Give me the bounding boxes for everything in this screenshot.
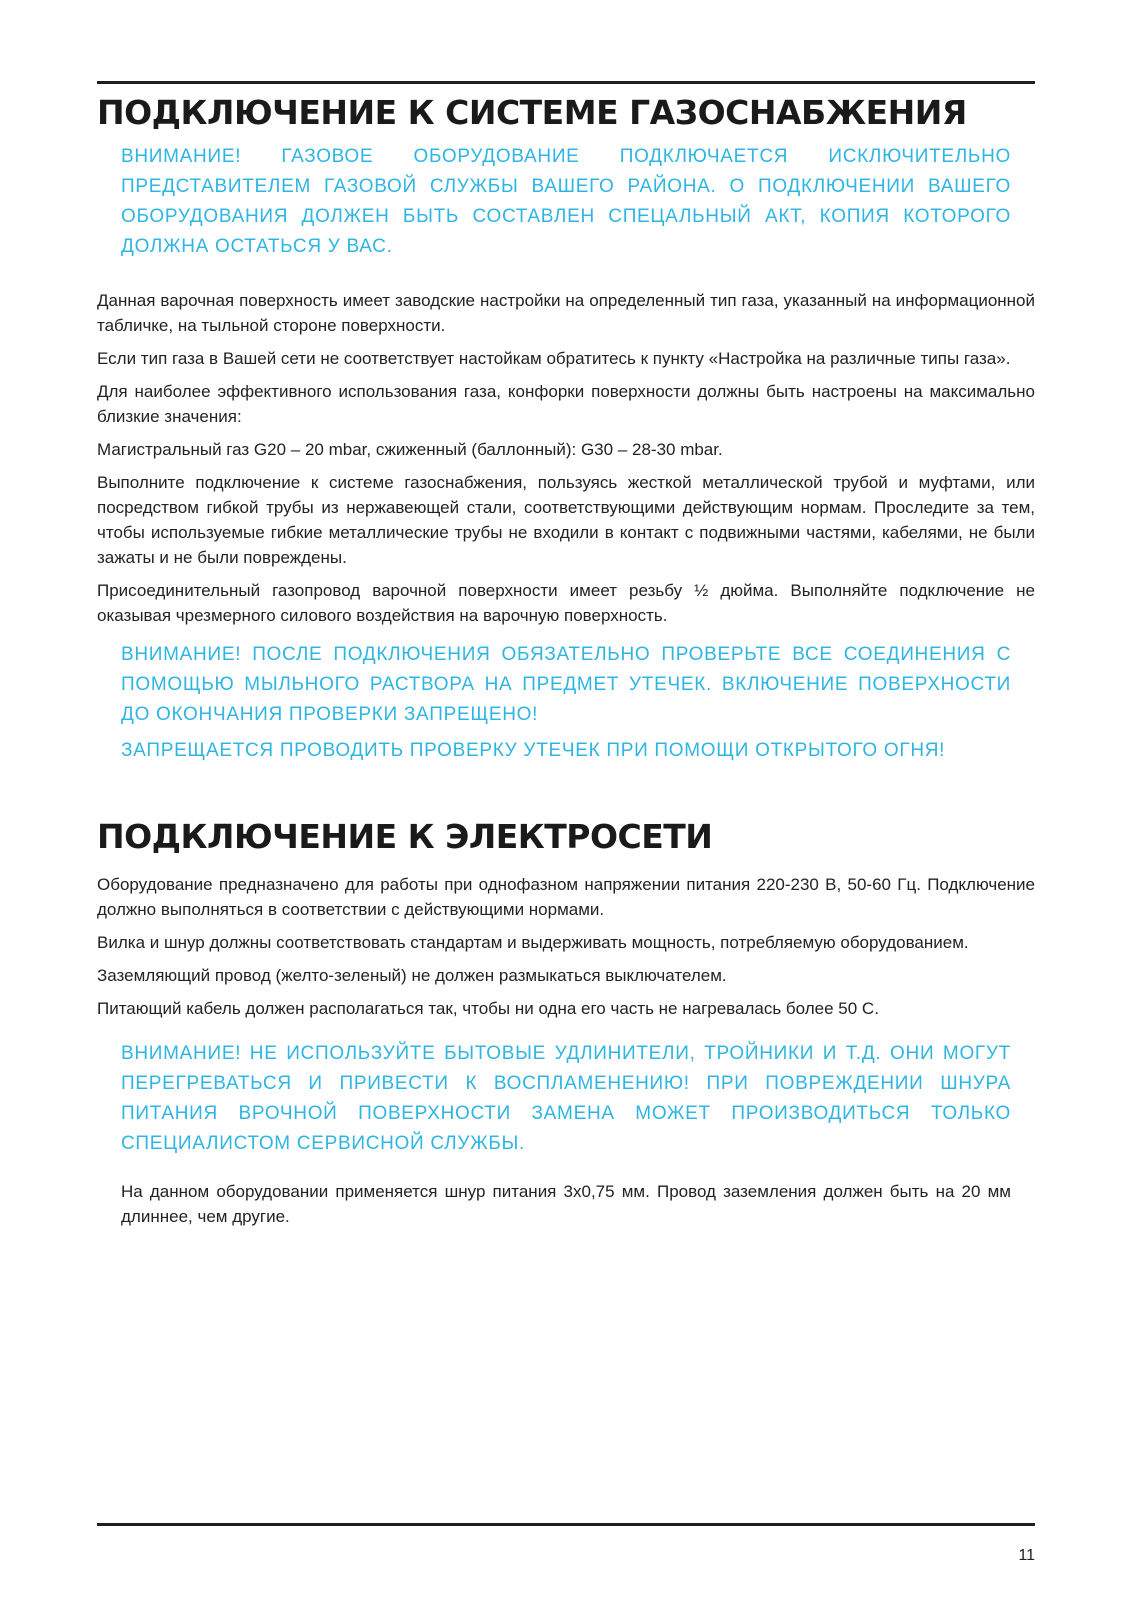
gas-paragraph: Выполните подключение к системе газоснабжения, пользуясь жесткой металлической трубой и муфтами, или посредством гибкой трубы из нержавеющей стали, соответствующими действующим нормам. Проследите за тем, чтобы используемые гибкие металлические трубы не входили в контакт с подвижными частями, кабелями, не были зажаты и не были повреждены. [97, 473, 1035, 567]
top-divider [97, 81, 1035, 84]
electric-paragraph: Вилка и шнур должны соответствовать стандартам и выдерживать мощность, потребляемую оборудованием. [97, 933, 969, 952]
electric-connection-heading: ПОДКЛЮЧЕНИЕ К ЭЛЕКТРОСЕТИ [97, 817, 713, 856]
electric-warning: ВНИМАНИЕ! НЕ ИСПОЛЬЗУЙТЕ БЫТОВЫЕ УДЛИНИТЕЛИ, ТРОЙНИКИ И Т.Д. ОНИ МОГУТ ПЕРЕГРЕВАТЬСЯ И ПРИВЕСТИ К ВОСПЛАМЕНЕНИЮ! ПРИ ПОВРЕЖДЕНИИ ШНУРА ПИТАНИЯ ВРОЧНОЙ ПОВЕРХНОСТИ ЗАМЕНА МОЖЕТ ПРОИЗВОДИТЬСЯ ТОЛЬКО СПЕЦИАЛИСТОМ СЕРВИСНОЙ СЛУЖБЫ. [121, 1043, 1011, 1154]
gas-paragraph: Для наиболее эффективного использования газа, конфорки поверхности должны быть настроены на максимально близкие значения: [97, 382, 1035, 426]
bottom-divider [97, 1523, 1035, 1526]
gas-paragraph: Данная варочная поверхность имеет заводские настройки на определенный тип газа, указанный на информационной табличке, на тыльной стороне поверхности. [97, 291, 1035, 335]
gas-paragraph: Присоединительный газопровод варочной поверхности имеет резьбу ½ дюйма. Выполняйте подключение не оказывая чрезмерного силового воздействия на варочную поверхность. [97, 581, 1035, 625]
gas-warning-installer: ВНИМАНИЕ! ГАЗОВОЕ ОБОРУДОВАНИЕ ПОДКЛЮЧАЕТСЯ ИСКЛЮЧИТЕЛЬНО ПРЕДСТАВИТЕЛЕМ ГАЗОВОЙ СЛУЖБЫ ВАШЕГО РАЙОНА. О ПОДКЛЮЧЕНИИ ВАШЕГО ОБОРУДОВАНИЯ ДОЛЖЕН БЫТЬ СОСТАВЛЕН СПЕЦАЛЬНЫЙ АКТ, КОПИЯ КОТОРОГО ДОЛЖНА ОСТАТЬСЯ У ВАС. [121, 146, 1011, 257]
gas-paragraph: Магистральный газ G20 – 20 mbar, сжиженный (баллонный): G30 – 28-30 mbar. [97, 440, 723, 459]
power-cord-note: На данном оборудовании применяется шнур питания 3х0,75 мм. Провод заземления должен быть на 20 мм длиннее, чем другие. [121, 1182, 1011, 1226]
electric-paragraph: Оборудование предназначено для работы при однофазном напряжении питания 220-230 В, 50-60 Гц. Подключение должно выполняться в соответствии с действующими нормами. [97, 875, 1035, 919]
gas-warning-leak-check: ВНИМАНИЕ! ПОСЛЕ ПОДКЛЮЧЕНИЯ ОБЯЗАТЕЛЬНО ПРОВЕРЬТЕ ВСЕ СОЕДИНЕНИЯ С ПОМОЩЬЮ МЫЛЬНОГО РАСТВОРА НА ПРЕДМЕТ УТЕЧЕК. ВКЛЮЧЕНИЕ ПОВЕРХНОСТИ ДО ОКОНЧАНИЯ ПРОВЕРКИ ЗАПРЕЩЕНО! [121, 644, 1011, 725]
electric-paragraph: Заземляющий провод (желто-зеленый) не должен размыкаться выключателем. [97, 966, 727, 985]
gas-paragraph: Если тип газа в Вашей сети не соответствует настойкам обратитесь к пункту «Настройка на различные типы газа». [97, 349, 1011, 368]
page-number: 11 [1018, 1547, 1035, 1564]
page-content [97, 86, 1035, 1229]
gas-connection-heading: ПОДКЛЮЧЕНИЕ К СИСТЕМЕ ГАЗОСНАБЖЕНИЯ [97, 93, 967, 132]
gas-warning-open-flame: ЗАПРЕЩАЕТСЯ ПРОВОДИТЬ ПРОВЕРКУ УТЕЧЕК ПРИ ПОМОЩИ ОТКРЫТОГО ОГНЯ! [121, 740, 946, 761]
electric-paragraph: Питающий кабель должен располагаться так, чтобы ни одна его часть не нагревалась более 50 С. [97, 999, 879, 1018]
